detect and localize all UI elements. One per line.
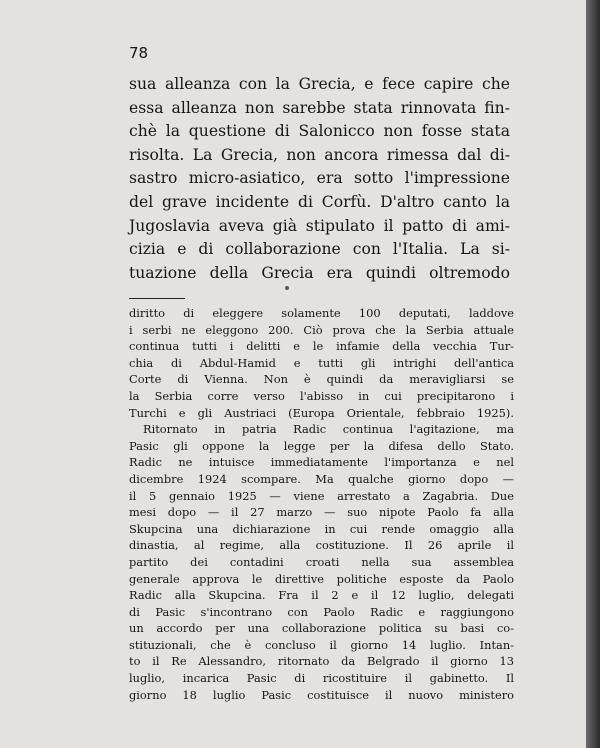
footnote-line: Turchi e gli Austriaci (Europa Orientale, febbraio 1925). xyxy=(129,405,514,420)
body-line: risolta. La Grecia, non ancora rimessa dal di- xyxy=(129,145,510,164)
footnote-line: giorno 18 luglio Pasic costituisce il nuovo ministero xyxy=(129,687,514,702)
body-line: Jugoslavia aveva già stipulato il patto di ami- xyxy=(129,216,510,235)
footnote-line: chia di Abdul-Hamid e tutti gli intrighi dell'antica xyxy=(129,355,514,370)
footnote-line: mesi dopo — il 27 marzo — suo nipote Paolo fa alla xyxy=(129,505,514,520)
book-gutter xyxy=(586,0,600,748)
footnote-line: partito dei contadini croati nella sua assemblea xyxy=(129,554,514,569)
footnote-line: di Pasic s'incontrano con Paolo Radic e raggiungono xyxy=(129,604,514,619)
footnote-line: Pasic gli oppone la legge per la difesa dello Stato. xyxy=(129,438,514,453)
footnote-line: dicembre 1924 scompare. Ma qualche giorno dopo — xyxy=(129,471,514,486)
body-line: chè la questione di Salonicco non fosse stata xyxy=(129,122,510,141)
footnote-line: dinastia, al regime, alla costituzione. Il 26 aprile il xyxy=(129,538,514,553)
footnote-line: Skupcina una dichiarazione in cui rende omaggio alla xyxy=(129,521,514,536)
footnote-text xyxy=(129,305,514,703)
body-line: sua alleanza con la Grecia, e fece capire che xyxy=(129,75,510,93)
footnote-line: to il Re Alessandro, ritornato da Belgrado il giorno 13 xyxy=(129,654,514,669)
body-line: del grave incidente di Corfù. D'altro canto la xyxy=(129,192,510,211)
footnote-line: la Serbia corre verso l'abisso in cui precipitarono i xyxy=(129,388,514,403)
footnote-line: generale approva le direttive politiche esposte da Paolo xyxy=(129,571,514,586)
body-line: essa alleanza non sarebbe stata rinnovata fin- xyxy=(129,98,510,117)
footnote-line: Ritornato in patria Radic continua l'agitazione, ma xyxy=(143,422,514,437)
footnote-line: Corte di Vienna. Non è quindi da meravigliarsi se xyxy=(129,372,514,387)
footnote-line: il 5 gennaio 1925 — viene arrestato a Zagabria. Due xyxy=(129,488,514,503)
body-line: tuazione della Grecia era quindi oltremodo xyxy=(129,263,510,282)
footnote-divider xyxy=(129,298,185,299)
footnote-line: continua tutti i delitti e le infamie della vecchia Tur- xyxy=(129,339,514,354)
page-number: 78 xyxy=(129,44,149,62)
footnote-line: i serbi ne eleggono 200. Ciò prova che la Serbia attuale xyxy=(129,322,514,337)
footnote-line: Radic ne intuisce immediatamente l'importanza e nel xyxy=(129,455,514,470)
ink-speck xyxy=(285,286,289,290)
main-text xyxy=(129,73,510,285)
body-line: cizia e di collaborazione con l'Italia. La si- xyxy=(129,240,510,259)
footnote-line: stituzionali, che è concluso il giorno 14 luglio. Intan- xyxy=(129,637,514,652)
footnote-line: luglio, incarica Pasic di ricostituire il gabinetto. Il xyxy=(129,671,514,686)
footnote-line: diritto di eleggere solamente 100 deputati, laddove xyxy=(129,306,514,320)
body-line: sastro micro-asiatico, era sotto l'impressione xyxy=(129,169,510,188)
footnote-line: un accordo per una collaborazione politica su basi co- xyxy=(129,621,514,636)
footnote-line: Radic alla Skupcina. Fra il 2 e il 12 luglio, delegati xyxy=(129,588,514,603)
